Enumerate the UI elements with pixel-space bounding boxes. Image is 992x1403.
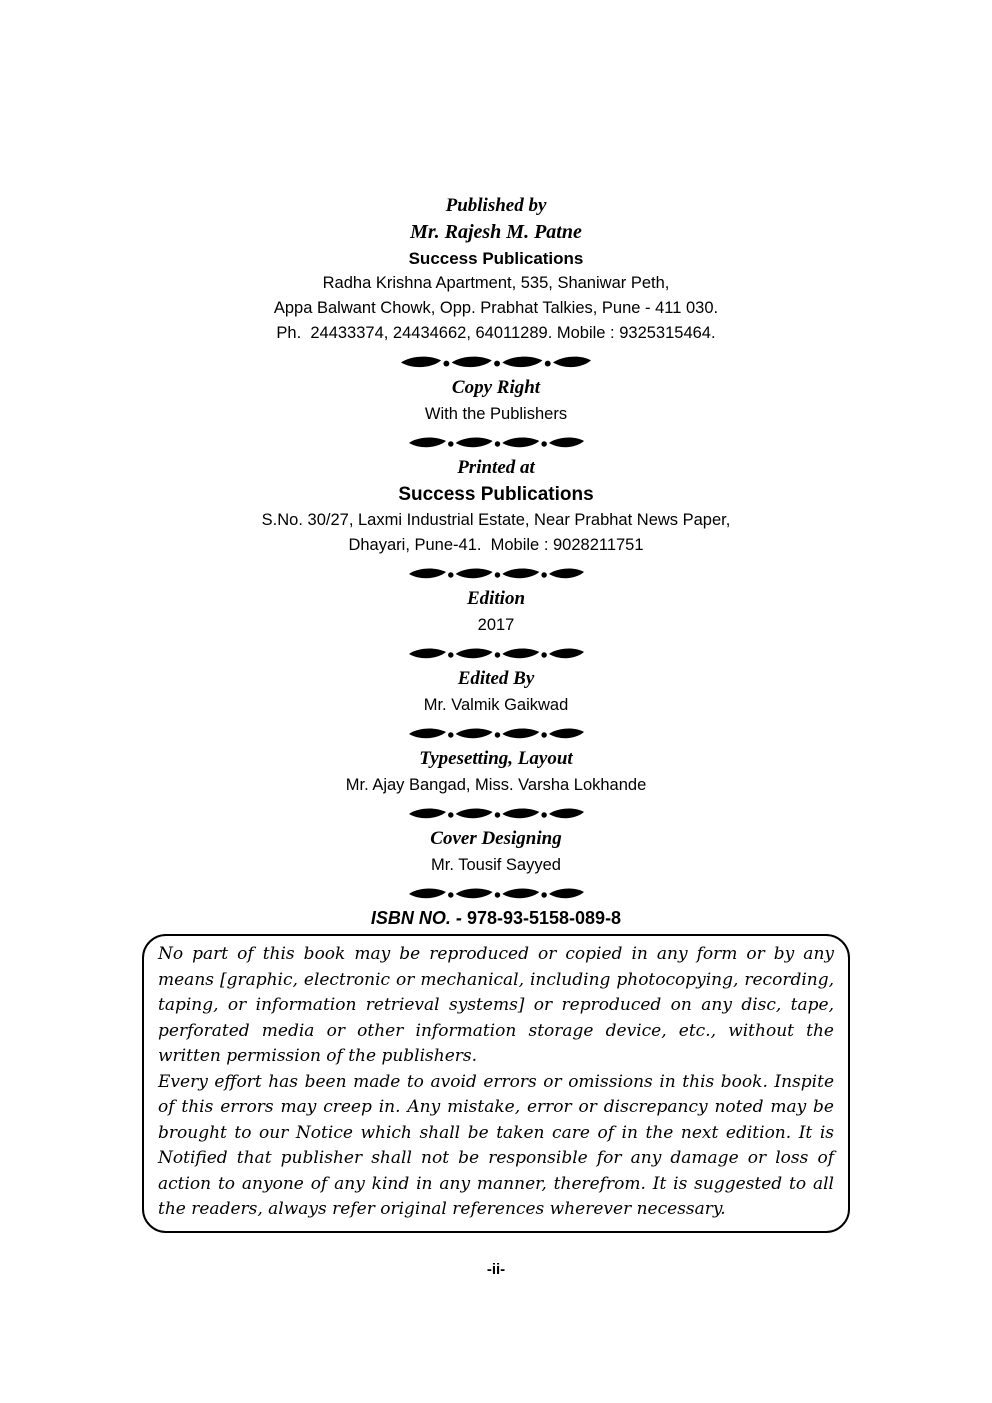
isbn-value: 978-93-5158-089-8 (466, 908, 622, 928)
page-number: -ii- (486, 1260, 506, 1278)
leaf-scroll-ornament-icon (409, 646, 584, 662)
publisher-company: Success Publications (408, 249, 584, 268)
leaf-scroll-ornament-icon (409, 726, 584, 742)
cover-designing-heading: Cover Designing (430, 828, 562, 849)
copyright-holder: With the Publishers (424, 405, 568, 423)
ornament-divider (0, 726, 992, 742)
ornament-divider (0, 806, 992, 822)
typesetting-names: Mr. Ajay Bangad, Miss. Varsha Lokhande (345, 776, 647, 794)
editor-name: Mr. Valmik Gaikwad (423, 696, 569, 714)
typesetting-heading: Typesetting, Layout (419, 748, 573, 769)
publisher-address-line1: Radha Krishna Apartment, 535, Shaniwar Peth, (322, 274, 670, 292)
isbn-label: ISBN NO. - (370, 908, 462, 928)
edited-by-heading: Edited By (457, 668, 535, 689)
ornament-divider (0, 646, 992, 662)
publisher-address-line2: Appa Balwant Chowk, Opp. Prabhat Talkies, Pune - 411 030. (273, 299, 719, 317)
leaf-scroll-ornament-icon (409, 566, 584, 582)
leaf-scroll-ornament-icon (401, 354, 591, 371)
notice-paragraph-1: No part of this book may be reproduced or copied in any form or by any means [graphic, electronic or mechanical, including photocopying, recording, taping, or information retrieval systems] or reproduced on any disc, tape, perforated media or other information storage device, etc., without the written permission of the publishers. (158, 944, 834, 1066)
edition-heading: Edition (466, 588, 526, 609)
edition-year: 2017 (477, 616, 515, 634)
leaf-scroll-ornament-icon (409, 435, 584, 451)
ornament-divider (0, 435, 992, 451)
printed-at-heading: Printed at (457, 457, 535, 478)
printer-address-line1: S.No. 30/27, Laxmi Industrial Estate, Near Prabhat News Paper, (261, 511, 731, 529)
leaf-scroll-ornament-icon (409, 886, 584, 902)
copyright-notice-box (142, 934, 850, 1233)
printer-address-line2: Dhayari, Pune-41. Mobile : 9028211751 (348, 536, 644, 554)
ornament-divider (0, 566, 992, 582)
published-by-heading: Published by (445, 195, 547, 216)
publisher-phone-line: Ph. 24433374, 24434662, 64011289. Mobile : 9325315464. (276, 324, 716, 342)
leaf-scroll-ornament-icon (409, 806, 584, 822)
publisher-name: Mr. Rajesh M. Patne (410, 221, 582, 243)
cover-designer-name: Mr. Tousif Sayyed (431, 856, 561, 874)
printer-company: Success Publications (398, 484, 594, 505)
notice-paragraph-2: Every effort has been made to avoid errors or omissions in this book. Inspite of this errors may creep in. Any mistake, error or discrepancy noted may be brought to our Notice which shall be taken care of in the next edition. It is Notified that publisher shall not be responsible for any damage or loss of action to anyone of any kind in any manner, therefrom. It is suggested to all the readers, always refer original references wherever necessary. (158, 1071, 834, 1219)
isbn-line (0, 907, 992, 930)
ornament-divider (0, 886, 992, 902)
copyright-heading: Copy Right (451, 377, 541, 398)
ornament-divider (0, 354, 992, 371)
